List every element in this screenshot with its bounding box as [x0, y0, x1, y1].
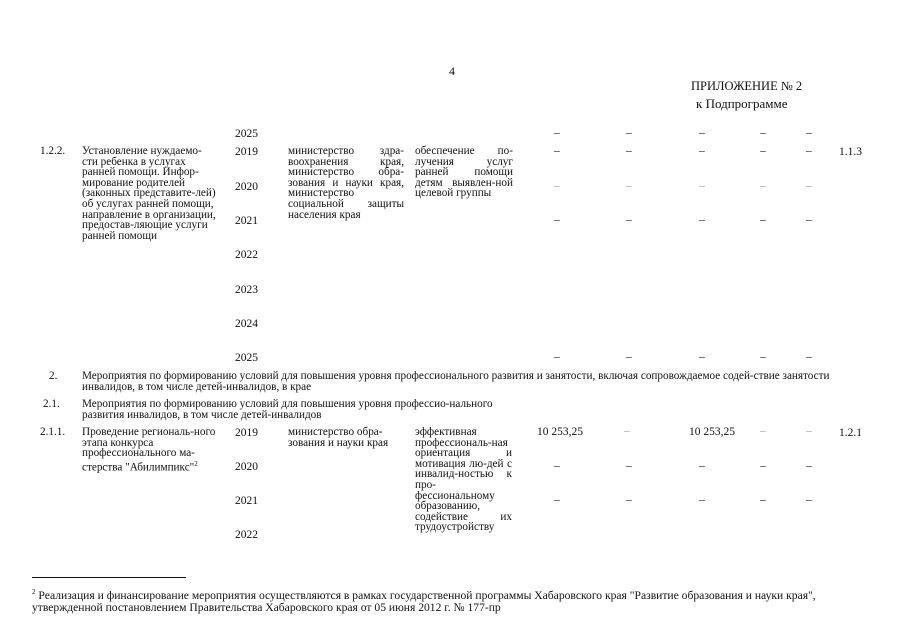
dash-cell: – — [554, 180, 560, 192]
year-label: 2025 — [235, 352, 258, 364]
dash-cell: – — [554, 351, 560, 363]
dash-cell: – — [760, 425, 766, 437]
expected-result: эффективная профессиональ-ная ориентация и мотивация лю-дей с инвалид-ностью к про-фессиональному образованию, содействие их трудоустройству — [415, 426, 512, 534]
dash-cell: – — [699, 494, 705, 506]
year-label: 2022 — [235, 529, 258, 541]
dash-cell: – — [699, 351, 705, 363]
dash-cell: – — [554, 145, 560, 157]
dash-cell: – — [624, 425, 630, 437]
year-label: 2021 — [235, 495, 258, 507]
dash-cell: – — [699, 180, 705, 192]
dash-cell: – — [626, 351, 632, 363]
appendix-subtitle: к Подпрограмме — [696, 96, 788, 111]
activity-title: Установление нуждаемо-сти ребенка в услугах ранней помощи. Инфор-мирование родителей (законных представите-лей) об услугах ранней помощи, направление в организации, предостав-ляющие услуги ранней помощи — [82, 145, 216, 242]
dash-cell: – — [806, 127, 812, 139]
dash-cell: – — [760, 145, 766, 157]
row-number: 2.1. — [43, 398, 60, 410]
dash-cell: – — [760, 180, 766, 192]
executors: министерство обра-зования и науки края — [288, 426, 389, 449]
year-label: 2023 — [235, 284, 258, 296]
dash-cell: – — [554, 127, 560, 139]
footnote-ref[interactable]: 2 — [194, 459, 198, 468]
year-label: 2019 — [235, 427, 258, 439]
dash-cell: – — [806, 145, 812, 157]
footnote-mark: 2 — [32, 588, 36, 596]
footnote: $^2$ Реализация и финансирование мероприятия осуществляются в рамках государственной программы Хабаровского края "Развитие образования и науки края", утвержденной постановлением Правительства Хабаровского края от 05 июня 2012 г. № 177-пр — [32, 588, 816, 614]
dash-cell: – — [554, 214, 560, 226]
dash-cell: – — [626, 145, 632, 157]
dash-cell: – — [699, 127, 705, 139]
appendix-label: ПРИЛОЖЕНИЕ № 2 — [691, 79, 803, 93]
dash-cell: – — [760, 127, 766, 139]
amount-regional: 10 253,25 — [689, 426, 735, 438]
dash-cell: – — [760, 351, 766, 363]
page-number: 4 — [449, 64, 455, 78]
year-label: 2024 — [235, 318, 258, 330]
year-label: 2020 — [235, 461, 258, 473]
year-label: 2022 — [235, 249, 258, 261]
dash-cell: – — [699, 460, 705, 472]
amount-total: 10 253,25 — [537, 426, 583, 438]
dash-cell: – — [806, 494, 812, 506]
activity-title: Проведение региональ-ного этапа конкурса профессионального ма-стерства "Абилимпикс"$^2$ — [82, 426, 216, 474]
dash-cell: – — [626, 214, 632, 226]
dash-cell: – — [626, 494, 632, 506]
year-label: 2025 — [235, 128, 258, 140]
dash-cell: – — [806, 425, 812, 437]
dash-cell: – — [699, 214, 705, 226]
dash-cell: – — [626, 127, 632, 139]
row-number: 1.2.2. — [40, 145, 66, 157]
section-title: Мероприятия по формированию условий для повышения уровня профессионального развития и занятости, включая сопровождаемое содей-ствие занятости инвалидов, в том числе детей-инвалидов, в крае — [82, 370, 830, 393]
dash-cell: – — [806, 214, 812, 226]
row-number: 2. — [49, 370, 58, 382]
dash-cell: – — [626, 460, 632, 472]
dash-cell: – — [699, 145, 705, 157]
year-label: 2019 — [235, 146, 258, 158]
row-number: 2.1.1. — [40, 426, 66, 438]
dash-cell: – — [554, 460, 560, 472]
year-label: 2021 — [235, 215, 258, 227]
dash-cell: – — [760, 494, 766, 506]
dash-cell: – — [626, 180, 632, 192]
executors: министерство здра-воохранения края, министерство обра-зования и науки края, министерство социальной защиты населения края — [288, 145, 404, 221]
indicator-ref: 1.1.3 — [839, 146, 862, 158]
indicator-ref: 1.2.1 — [839, 427, 862, 439]
dash-cell: – — [760, 214, 766, 226]
expected-result: обеспечение по-лучения услуг ранней помощи детям выявлен-ной целевой группы — [415, 145, 513, 200]
dash-cell: – — [806, 460, 812, 472]
subsection-title: Мероприятия по формированию условий для повышения уровня профессио-нального развития инвалидов, в том числе детей-инвалидов — [82, 398, 493, 421]
dash-cell: – — [554, 494, 560, 506]
footnote-separator — [32, 577, 186, 578]
dash-cell: – — [806, 180, 812, 192]
year-label: 2020 — [235, 181, 258, 193]
dash-cell: – — [806, 351, 812, 363]
dash-cell: – — [760, 460, 766, 472]
